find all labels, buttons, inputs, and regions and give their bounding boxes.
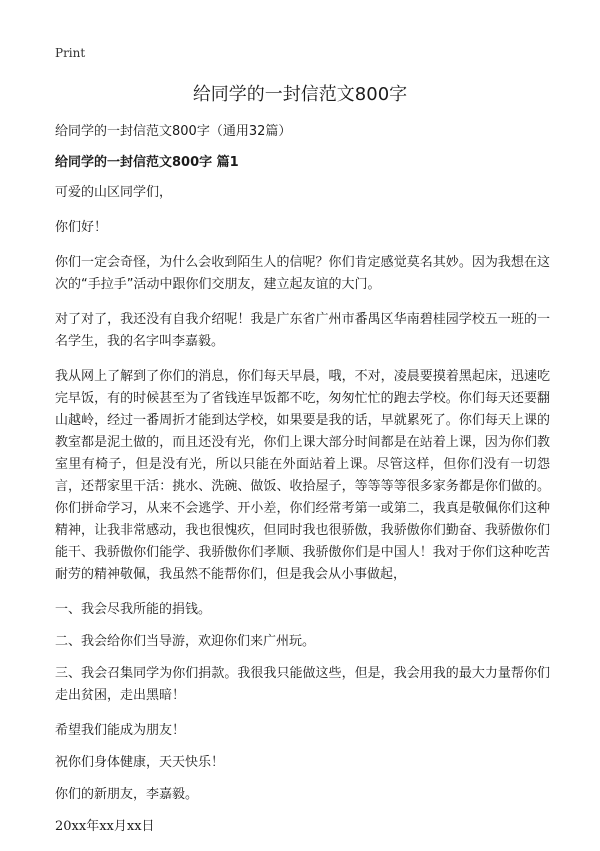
- section-heading: 给同学的一封信范文800字 篇1: [55, 155, 239, 170]
- document-title: 给同学的一封信范文800字: [192, 84, 408, 105]
- letter-paragraph-intro: 你们一定会奇怪，为什么会收到陌生人的信呢？你们肯定感觉莫名其妙。因为我想在这次的“手拉手”活动中跟你们交朋友，建立起友谊的大门。: [55, 255, 550, 292]
- document-subtitle: 给同学的一封信范文800字（通用32篇）: [55, 124, 292, 139]
- letter-list-item-2: 二、我会给你们当导游，欢迎你们来广州玩。: [55, 634, 316, 649]
- letter-signature: 你们的新朋友，李嘉毅。: [55, 787, 199, 802]
- letter-salutation: 可爱的山区同学们，: [55, 185, 173, 200]
- letter-list-item-1: 一、我会尽我所能的捐钱。: [55, 602, 212, 617]
- letter-list-item-3: 三、我会召集同学为你们捐款。我很我只能做这些，但是，我会用我的最大力量帮你们走出贫困，走出黑暗！: [55, 666, 550, 703]
- print-label: Print: [55, 46, 86, 60]
- letter-paragraph-self-introduction: 对了对了，我还没有自我介绍呢！我是广东省广州市番禺区华南碧桂园学校五一班的一名学生，我的名字叫李嘉毅。: [55, 312, 550, 349]
- letter-paragraph-main: 我从网上了解到了你们的消息，你们每天早晨，哦，不对，凌晨要摸着黑起床，迅速吃完早饭，有的时候甚至为了省钱连早饭都不吃，匆匆忙忙的跑去学校。你们每天还要翻山越岭，经过一番周折才能到达学校，如果要是我的话，早就累死了。你们每天上课的教室都是泥土做的，而且还没有光，你们上课大部分时间都是在站着上课，因为你们教室里有椅子，但是没有光，所以只能在外面站着上课。尽管这样，但你们没有一切怨言，还帮家里干活：挑水、洗碗、做饭、收拾屋子，等等等等很多家务都是你们做的。你们拼命学习，从来不会逃学、开小差，你们经常考第一或第二，我真是敬佩你们这种精神，让我非常感动，我也很愧疚，但同时我也很骄傲，我骄傲你们勤奋、我骄傲你们能干、我骄傲你们能学、我骄傲你们孝顺、我骄傲你们是中国人！我对于你们这种吃苦耐劳的精神敬佩，我虽然不能帮你们，但是我会从小事做起，: [55, 369, 550, 582]
- letter-body: [55, 182, 550, 851]
- letter-date: 20xx年xx月xx日: [55, 819, 155, 834]
- letter-closing-wish-friendship: 希望我们能成为朋友！: [55, 723, 186, 738]
- letter-greeting: 你们好！: [55, 220, 108, 235]
- letter-closing-wish-health: 祝你们身体健康，天天快乐！: [55, 755, 225, 770]
